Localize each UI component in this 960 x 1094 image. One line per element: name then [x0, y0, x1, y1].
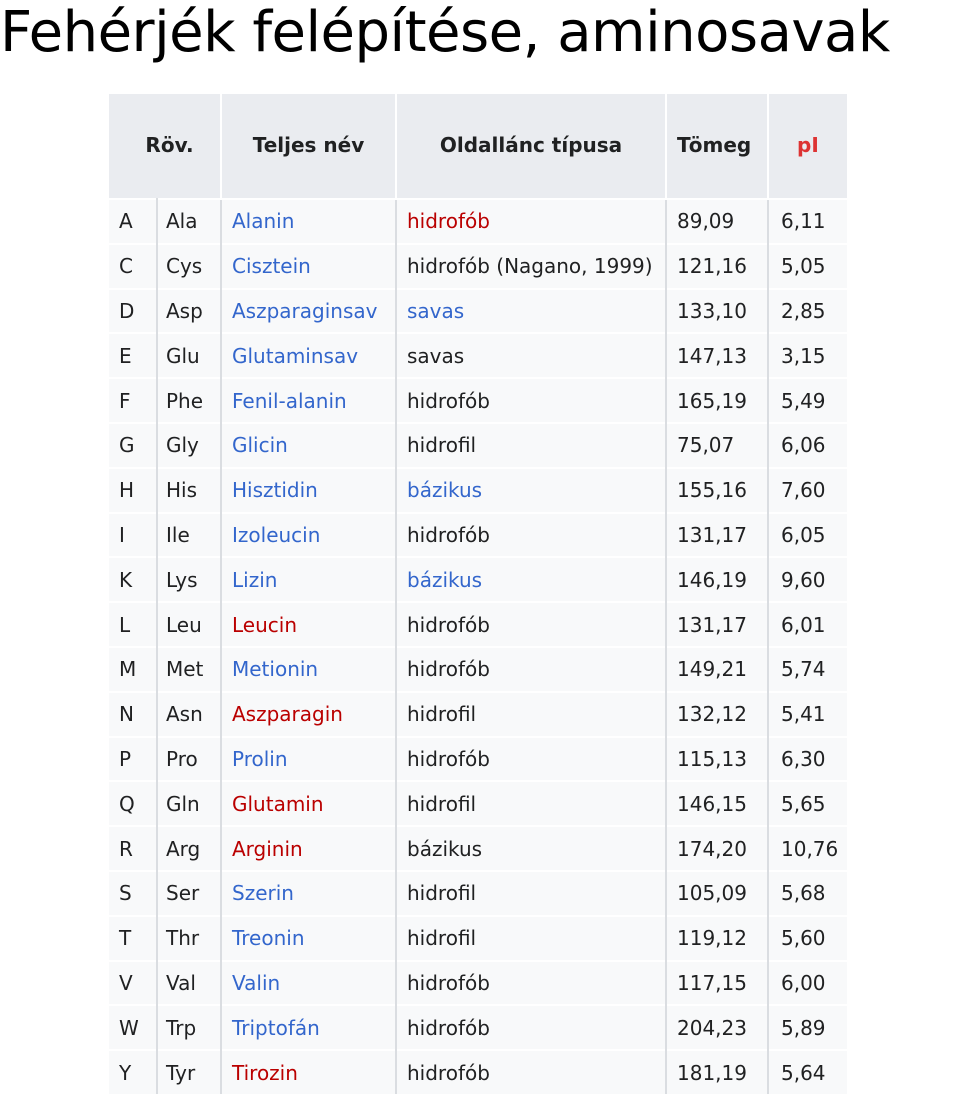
- row-side-chain-type-cell: [396, 961, 666, 1006]
- row-side-chain-type: hidrofil: [407, 881, 477, 906]
- row-letter-cell: [109, 1050, 157, 1094]
- row-pi: 5,49: [781, 388, 826, 413]
- row-full-name-cell: [221, 826, 396, 871]
- row-full-name[interactable]: Hisztidin: [232, 478, 318, 503]
- row-abbreviation: Ala: [166, 209, 198, 234]
- row-side-chain-type-cell: [396, 737, 666, 782]
- row-letter-cell: [109, 423, 157, 468]
- row-letter-cell: [109, 1005, 157, 1050]
- row-mass-cell: [666, 826, 768, 871]
- row-full-name-cell: [221, 378, 396, 423]
- row-letter: N: [119, 702, 134, 727]
- row-mass-cell: [666, 423, 768, 468]
- row-side-chain-type-cell: [396, 333, 666, 378]
- table-header-row: [109, 94, 847, 199]
- row-pi-cell: [768, 1005, 847, 1050]
- row-abbreviation: Leu: [166, 612, 202, 637]
- row-pi-cell: [768, 1050, 847, 1094]
- row-abbreviation-cell: [157, 692, 221, 737]
- row-abbreviation: Arg: [166, 836, 201, 861]
- row-pi-cell: [768, 647, 847, 692]
- row-pi-cell: [768, 468, 847, 513]
- amino-acid-table-container: [109, 94, 847, 1094]
- row-mass: 115,13: [677, 746, 747, 771]
- row-mass-cell: [666, 468, 768, 513]
- row-side-chain-type: hidrofób: [407, 388, 490, 413]
- header-full-name[interactable]: Teljes név: [221, 94, 396, 199]
- table-row: [109, 602, 847, 647]
- table-row: [109, 1050, 847, 1094]
- row-full-name[interactable]: Lizin: [232, 567, 278, 592]
- row-full-name[interactable]: Szerin: [232, 881, 294, 906]
- row-letter-cell: [109, 916, 157, 961]
- row-abbreviation: Ser: [166, 881, 200, 906]
- row-pi: 5,60: [781, 926, 826, 951]
- row-pi: 9,60: [781, 567, 826, 592]
- row-abbreviation: Asp: [166, 298, 203, 323]
- row-abbreviation-cell: [157, 602, 221, 647]
- row-letter: Y: [119, 1060, 132, 1085]
- row-full-name-cell: [221, 289, 396, 334]
- row-side-chain-type-cell: [396, 826, 666, 871]
- row-pi: 2,85: [781, 298, 826, 323]
- row-full-name-cell: [221, 513, 396, 558]
- row-letter: W: [119, 1015, 139, 1040]
- row-side-chain-type: hidrofil: [407, 433, 477, 458]
- row-side-chain-type: hidrofób: [407, 209, 490, 234]
- row-mass-cell: [666, 333, 768, 378]
- row-abbreviation: Gly: [166, 433, 199, 458]
- row-letter: T: [119, 926, 132, 951]
- row-letter-cell: [109, 737, 157, 782]
- row-letter: G: [119, 433, 135, 458]
- row-pi-cell: [768, 378, 847, 423]
- row-pi-cell: [768, 557, 847, 602]
- row-side-chain-type: savas: [407, 343, 465, 368]
- row-pi: 5,89: [781, 1015, 826, 1040]
- row-side-chain-type: hidrofób: [407, 657, 490, 682]
- row-pi-cell: [768, 289, 847, 334]
- row-abbreviation-cell: [157, 916, 221, 961]
- row-mass: 174,20: [677, 836, 747, 861]
- table-row: [109, 826, 847, 871]
- row-pi-cell: [768, 244, 847, 289]
- row-full-name[interactable]: Metionin: [232, 657, 319, 682]
- row-side-chain-type: hidrofób: [407, 1060, 490, 1085]
- row-pi-cell: [768, 513, 847, 558]
- row-side-chain-type-cell: [396, 468, 666, 513]
- row-pi-cell: [768, 602, 847, 647]
- row-letter: E: [119, 343, 132, 368]
- row-letter: K: [119, 567, 133, 592]
- table-row: [109, 871, 847, 916]
- row-abbreviation: Tyr: [166, 1060, 196, 1085]
- table-body: [109, 199, 847, 1094]
- row-pi: 10,76: [781, 836, 839, 861]
- row-mass-cell: [666, 602, 768, 647]
- row-full-name-cell: [221, 1005, 396, 1050]
- row-abbreviation: Thr: [166, 926, 200, 951]
- row-full-name[interactable]: Izoleucin: [232, 522, 321, 547]
- row-full-name[interactable]: Glutamin: [232, 791, 324, 816]
- row-side-chain-type-cell: [396, 871, 666, 916]
- row-mass-cell: [666, 557, 768, 602]
- row-abbreviation-cell: [157, 289, 221, 334]
- row-side-chain-type-cell: [396, 692, 666, 737]
- row-mass: 146,19: [677, 567, 747, 592]
- row-mass: 89,09: [677, 209, 735, 234]
- row-mass: 117,15: [677, 970, 747, 995]
- row-mass-cell: [666, 871, 768, 916]
- row-abbreviation-cell: [157, 1050, 221, 1094]
- row-abbreviation-cell: [157, 1005, 221, 1050]
- row-side-chain-type-cell: [396, 199, 666, 244]
- row-full-name-cell: [221, 647, 396, 692]
- row-pi-cell: [768, 737, 847, 782]
- table-row: [109, 692, 847, 737]
- table-row: [109, 647, 847, 692]
- row-mass-cell: [666, 1050, 768, 1094]
- row-mass: 132,12: [677, 702, 747, 727]
- row-full-name[interactable]: Arginin: [232, 836, 303, 861]
- row-full-name[interactable]: Fenil-alanin: [232, 388, 347, 413]
- row-mass-cell: [666, 647, 768, 692]
- row-mass: 165,19: [677, 388, 747, 413]
- row-mass: 181,19: [677, 1060, 747, 1085]
- row-mass: 133,10: [677, 298, 747, 323]
- row-side-chain-type: bázikus: [407, 567, 483, 592]
- table-row: [109, 244, 847, 289]
- row-abbreviation: Ile: [166, 522, 190, 547]
- row-pi: 7,60: [781, 478, 826, 503]
- row-full-name[interactable]: Alanin: [232, 209, 295, 234]
- row-letter-cell: [109, 692, 157, 737]
- row-full-name-cell: [221, 602, 396, 647]
- row-pi: 6,11: [781, 209, 826, 234]
- row-letter-cell: [109, 513, 157, 558]
- row-abbreviation-cell: [157, 333, 221, 378]
- row-mass: 119,12: [677, 926, 747, 951]
- table-row: [109, 961, 847, 1006]
- row-mass: 105,09: [677, 881, 747, 906]
- row-pi: 5,74: [781, 657, 826, 682]
- row-abbreviation-cell: [157, 244, 221, 289]
- header-side-chain-type[interactable]: Oldallánc típusa: [396, 94, 666, 199]
- table-row: [109, 1005, 847, 1050]
- row-side-chain-type-cell: [396, 1050, 666, 1094]
- row-side-chain-type: bázikus: [407, 836, 483, 861]
- row-abbreviation-cell: [157, 378, 221, 423]
- row-full-name[interactable]: Aszparaginsav: [232, 298, 378, 323]
- row-side-chain-type-cell: [396, 1005, 666, 1050]
- table-row: [109, 781, 847, 826]
- row-full-name[interactable]: Cisztein: [232, 254, 311, 279]
- row-full-name-cell: [221, 692, 396, 737]
- row-pi: 5,68: [781, 881, 826, 906]
- row-letter-cell: [109, 647, 157, 692]
- row-mass-cell: [666, 916, 768, 961]
- row-abbreviation: Glu: [166, 343, 200, 368]
- row-pi-cell: [768, 692, 847, 737]
- row-full-name[interactable]: Treonin: [232, 926, 305, 951]
- row-full-name-cell: [221, 468, 396, 513]
- row-side-chain-type-cell: [396, 602, 666, 647]
- row-side-chain-type-cell: [396, 378, 666, 423]
- row-letter: F: [119, 388, 131, 413]
- row-letter: C: [119, 254, 133, 279]
- row-letter-cell: [109, 602, 157, 647]
- row-mass: 131,17: [677, 612, 747, 637]
- row-abbreviation-cell: [157, 871, 221, 916]
- row-letter-cell: [109, 468, 157, 513]
- row-side-chain-type: hidrofil: [407, 791, 477, 816]
- slide-title: Fehérjék felépítése, aminosavak: [0, 0, 890, 65]
- row-letter-cell: [109, 378, 157, 423]
- row-abbreviation: Phe: [166, 388, 204, 413]
- row-letter: I: [119, 522, 125, 547]
- row-pi: 6,01: [781, 612, 826, 637]
- row-letter-cell: [109, 289, 157, 334]
- row-mass-cell: [666, 692, 768, 737]
- row-mass-cell: [666, 378, 768, 423]
- row-side-chain-type-cell: [396, 423, 666, 468]
- row-pi: 3,15: [781, 343, 826, 368]
- row-full-name[interactable]: Glicin: [232, 433, 288, 458]
- row-pi: 5,64: [781, 1060, 826, 1085]
- row-full-name[interactable]: Glutaminsav: [232, 343, 359, 368]
- row-mass: 155,16: [677, 478, 747, 503]
- row-pi-cell: [768, 961, 847, 1006]
- row-letter: P: [119, 746, 132, 771]
- row-letter-cell: [109, 333, 157, 378]
- row-side-chain-type: hidrofób (Nagano, 1999): [407, 254, 653, 279]
- table-row: [109, 737, 847, 782]
- row-pi: 6,06: [781, 433, 826, 458]
- row-full-name[interactable]: Leucin: [232, 612, 297, 637]
- row-full-name-cell: [221, 333, 396, 378]
- row-abbreviation: Gln: [166, 791, 200, 816]
- row-abbreviation: Val: [166, 970, 196, 995]
- row-letter-cell: [109, 199, 157, 244]
- row-pi: 5,41: [781, 702, 826, 727]
- table-row: [109, 378, 847, 423]
- row-side-chain-type-cell: [396, 513, 666, 558]
- row-side-chain-type-cell: [396, 557, 666, 602]
- header-pi[interactable]: pI: [768, 94, 847, 199]
- row-letter: L: [119, 612, 131, 637]
- table-row: [109, 468, 847, 513]
- row-full-name-cell: [221, 961, 396, 1006]
- row-full-name-cell: [221, 244, 396, 289]
- table-row: [109, 557, 847, 602]
- row-side-chain-type: hidrofób: [407, 1015, 490, 1040]
- row-pi: 6,05: [781, 522, 826, 547]
- row-full-name-cell: [221, 557, 396, 602]
- row-pi-cell: [768, 916, 847, 961]
- row-letter: A: [119, 209, 133, 234]
- row-pi-cell: [768, 423, 847, 468]
- row-pi-cell: [768, 333, 847, 378]
- row-letter-cell: [109, 826, 157, 871]
- row-letter-cell: [109, 781, 157, 826]
- row-pi-cell: [768, 199, 847, 244]
- row-abbreviation-cell: [157, 513, 221, 558]
- row-side-chain-type-cell: [396, 781, 666, 826]
- row-full-name-cell: [221, 781, 396, 826]
- row-letter: R: [119, 836, 133, 861]
- header-abbreviation[interactable]: Röv.: [109, 94, 221, 199]
- row-mass: 149,21: [677, 657, 747, 682]
- row-side-chain-type-cell: [396, 916, 666, 961]
- row-mass-cell: [666, 1005, 768, 1050]
- row-mass: 147,13: [677, 343, 747, 368]
- header-mass[interactable]: Tömeg: [666, 94, 768, 199]
- row-abbreviation-cell: [157, 826, 221, 871]
- row-mass-cell: [666, 513, 768, 558]
- amino-acid-table: [109, 94, 847, 1094]
- row-side-chain-type: hidrofób: [407, 970, 490, 995]
- row-pi: 5,65: [781, 791, 826, 816]
- row-pi-cell: [768, 826, 847, 871]
- row-abbreviation-cell: [157, 961, 221, 1006]
- row-mass: 121,16: [677, 254, 747, 279]
- row-side-chain-type: savas: [407, 298, 465, 323]
- row-full-name[interactable]: Valin: [232, 970, 281, 995]
- row-full-name-cell: [221, 199, 396, 244]
- row-letter: H: [119, 478, 135, 503]
- row-mass-cell: [666, 244, 768, 289]
- row-mass-cell: [666, 961, 768, 1006]
- row-mass: 131,17: [677, 522, 747, 547]
- row-abbreviation: Lys: [166, 567, 198, 592]
- row-mass-cell: [666, 737, 768, 782]
- row-pi: 6,00: [781, 970, 826, 995]
- row-mass-cell: [666, 289, 768, 334]
- row-letter-cell: [109, 961, 157, 1006]
- row-letter: M: [119, 657, 137, 682]
- table-row: [109, 199, 847, 244]
- row-pi-cell: [768, 781, 847, 826]
- row-letter: V: [119, 970, 133, 995]
- table-row: [109, 423, 847, 468]
- row-letter: S: [119, 881, 132, 906]
- row-mass-cell: [666, 199, 768, 244]
- row-letter: Q: [119, 791, 135, 816]
- row-mass-cell: [666, 781, 768, 826]
- row-abbreviation-cell: [157, 423, 221, 468]
- row-full-name-cell: [221, 916, 396, 961]
- row-abbreviation: Cys: [166, 254, 203, 279]
- row-pi-cell: [768, 871, 847, 916]
- row-pi: 5,05: [781, 254, 826, 279]
- row-abbreviation-cell: [157, 781, 221, 826]
- row-side-chain-type: hidrofil: [407, 926, 477, 951]
- row-side-chain-type-cell: [396, 244, 666, 289]
- row-side-chain-type: bázikus: [407, 478, 483, 503]
- table-row: [109, 333, 847, 378]
- row-letter: D: [119, 298, 135, 323]
- row-abbreviation: Asn: [166, 702, 203, 727]
- row-side-chain-type-cell: [396, 647, 666, 692]
- row-letter-cell: [109, 244, 157, 289]
- row-full-name[interactable]: Tirozin: [232, 1060, 298, 1085]
- row-side-chain-type-cell: [396, 289, 666, 334]
- row-abbreviation-cell: [157, 468, 221, 513]
- row-side-chain-type: hidrofób: [407, 522, 490, 547]
- row-mass: 75,07: [677, 433, 735, 458]
- row-mass: 146,15: [677, 791, 747, 816]
- row-full-name-cell: [221, 1050, 396, 1094]
- row-abbreviation-cell: [157, 737, 221, 782]
- row-abbreviation-cell: [157, 199, 221, 244]
- row-pi: 6,30: [781, 746, 826, 771]
- row-abbreviation: Met: [166, 657, 204, 682]
- row-abbreviation-cell: [157, 647, 221, 692]
- table-row: [109, 289, 847, 334]
- row-abbreviation: Pro: [166, 746, 198, 771]
- row-full-name[interactable]: Prolin: [232, 746, 288, 771]
- row-abbreviation: Trp: [166, 1015, 197, 1040]
- table-row: [109, 916, 847, 961]
- row-full-name[interactable]: Triptofán: [232, 1015, 320, 1040]
- row-mass: 204,23: [677, 1015, 747, 1040]
- row-letter-cell: [109, 557, 157, 602]
- row-side-chain-type: hidrofób: [407, 746, 490, 771]
- table-row: [109, 513, 847, 558]
- row-full-name-cell: [221, 423, 396, 468]
- row-side-chain-type: hidrofil: [407, 702, 477, 727]
- row-full-name[interactable]: Aszparagin: [232, 702, 343, 727]
- row-letter-cell: [109, 871, 157, 916]
- row-full-name-cell: [221, 737, 396, 782]
- row-abbreviation-cell: [157, 557, 221, 602]
- row-side-chain-type: hidrofób: [407, 612, 490, 637]
- row-abbreviation: His: [166, 478, 198, 503]
- row-full-name-cell: [221, 871, 396, 916]
